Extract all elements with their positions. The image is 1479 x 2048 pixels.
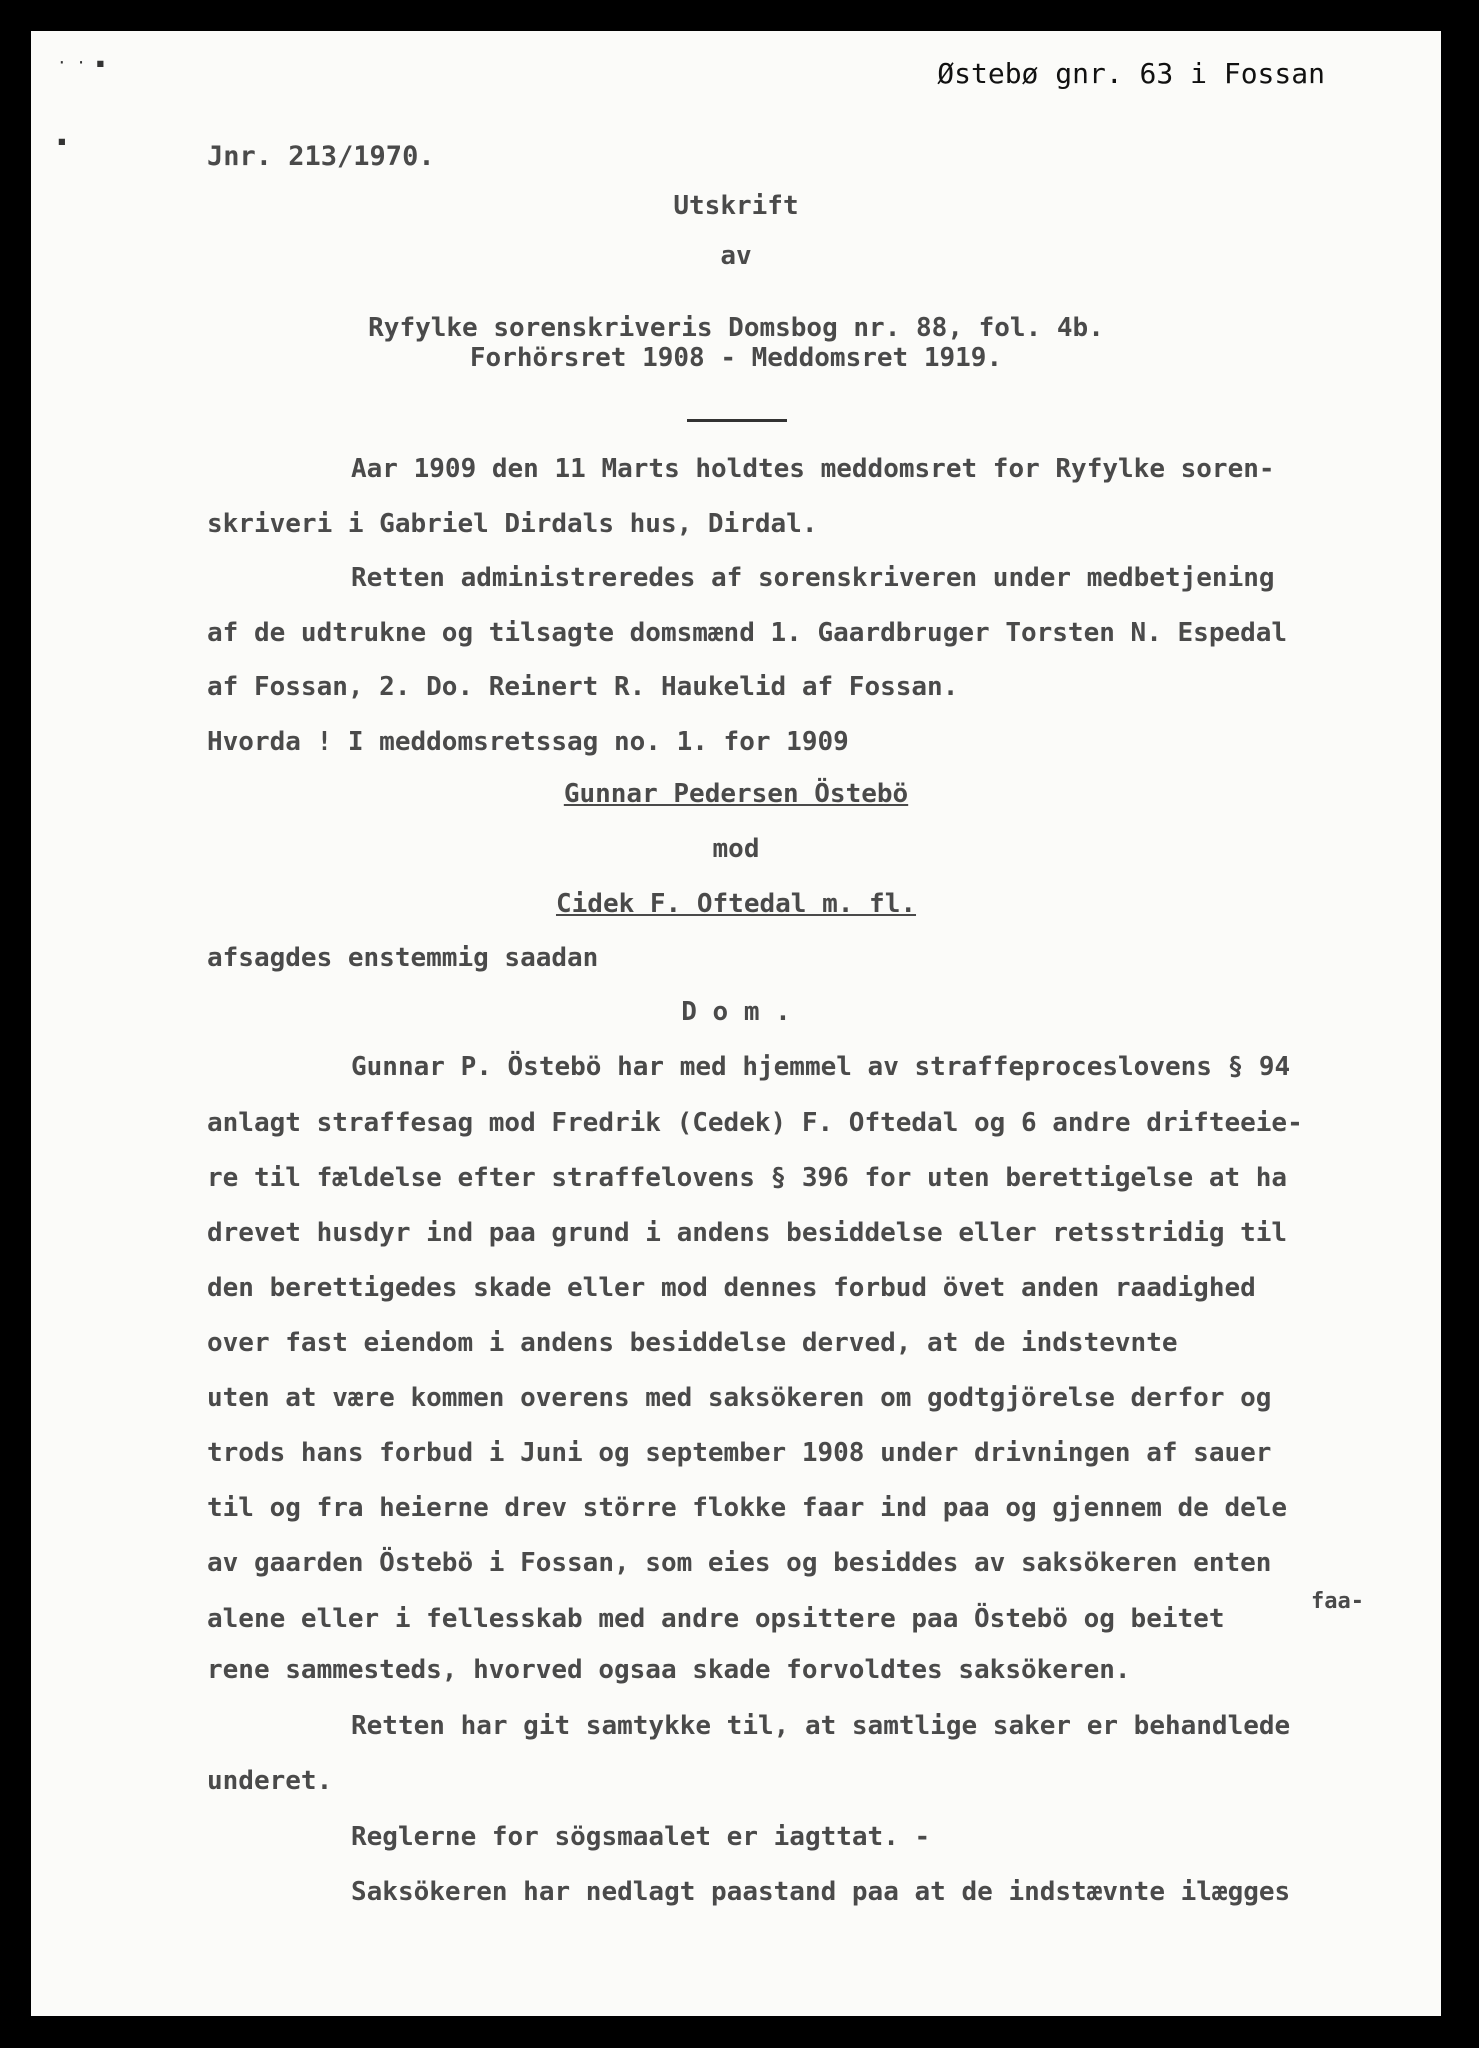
text-line: af de udtrukne og tilsagte domsmænd 1. Gaardbruger Torsten N. Espedal [207, 618, 1288, 648]
text-line: skriveri i Gabriel Dirdals hus, Dirdal. [207, 509, 818, 539]
margin-addition: faa- [1311, 1589, 1364, 1614]
text-line: Reglerne for sögsmaalet er iagttat. - [351, 1822, 931, 1852]
text-line: rene sammesteds, hvorved ogsaa skade forvoldtes saksökeren. [207, 1655, 1131, 1685]
heading-line-3: Ryfylke sorenskriveris Domsbog nr. 88, fol. 4b. [368, 313, 1104, 343]
text-line: afsagdes enstemmig saadan [207, 943, 599, 973]
text-line: Retten har git samtykke til, at samtlige saker er behandlede [351, 1711, 1291, 1741]
text-line: Aar 1909 den 11 Marts holdtes meddomsret for Ryfylke soren- [351, 454, 1275, 484]
text-line: alene eller i fellesskab med andre opsittere paa Östebö og beitet [207, 1604, 1225, 1634]
text-line: Gunnar P. Östebö har med hjemmel av straffeproceslovens § 94 [351, 1052, 1291, 1082]
page-header: Østebø gnr. 63 i Fossan [937, 57, 1325, 90]
text-line: re til fældelse efter straffelovens § 396 for uten berettigelse at ha [207, 1163, 1288, 1193]
mod-line: mod [712, 834, 760, 864]
text-line: Saksökeren har nedlagt paastand paa at de indstævnte ilægges [351, 1877, 1291, 1907]
text-line: av gaarden Östebö i Fossan, som eies og besiddes av saksökeren enten [207, 1548, 1272, 1578]
text-line: Retten administreredes af sorenskriveren under medbetjening [351, 563, 1275, 593]
heading-line-1: Utskrift [673, 191, 799, 221]
defendant-name: Cidek F. Oftedal m. fl. [555, 889, 917, 919]
text-line: til og fra heierne drev större flokke faar ind paa og gjennem de dele [207, 1493, 1288, 1523]
dom-heading: D o m . [681, 997, 791, 1027]
text-line: anlagt straffesag mod Fredrik (Cedek) F. Oftedal og 6 andre drifteeie- [207, 1108, 1303, 1138]
margin-mark: ▪ [57, 131, 67, 150]
journal-number: Jnr. 213/1970. [207, 141, 435, 172]
text-line: Hvorda ! I meddomsretssag no. 1. for 1909 [207, 727, 849, 757]
heading-line-4: Forhörsret 1908 - Meddomsret 1919. [469, 343, 1003, 373]
document-body [31, 31, 1441, 2016]
text-line: drevet husdyr ind paa grund i andens besiddelse eller retsstridig til [207, 1218, 1288, 1248]
margin-mark: · · ▪ [57, 53, 106, 72]
document-page [31, 31, 1441, 2016]
divider-rule [687, 419, 787, 422]
plaintiff-name: Gunnar Pedersen Östebö [563, 779, 909, 809]
text-line: over fast eiendom i andens besiddelse derved, at de indstevnte [207, 1328, 1178, 1358]
text-line: underet. [207, 1766, 333, 1796]
heading-line-2: av [720, 241, 752, 271]
text-line: af Fossan, 2. Do. Reinert R. Haukelid af Fossan. [207, 672, 959, 702]
text-line: trods hans forbud i Juni og september 1908 under drivningen af sauer [207, 1438, 1272, 1468]
text-line: den berettigedes skade eller mod dennes forbud övet anden raadighed [207, 1273, 1256, 1303]
text-line: uten at være kommen overens med saksökeren om godtgjörelse derfor og [207, 1383, 1272, 1413]
